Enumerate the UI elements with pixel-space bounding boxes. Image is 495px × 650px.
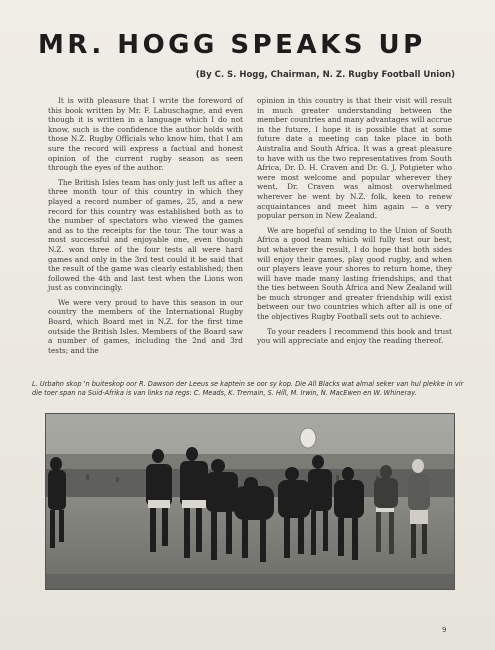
paragraph: We were very proud to have this season in our country the members of the International Rugby Board, which Board met in N.Z. for the first time outside the British Isles. Members of the Board saw a number of games, including the 2nd and 3rd tests; and the [48, 297, 243, 355]
page-number: 9 [442, 626, 447, 634]
article-title: MR. HOGG SPEAKS UP [38, 30, 426, 60]
paragraph: The British Isles team has only just left us after a three month tour of this country in which they played a record number of games, 25, and a new record for this country was established both as to the number of spectators who viewed the games and as to the receipts for the tour. The tour was a most successful and enjoyable one, even though N.Z. won three of the four tests all were hard games and only in the 3rd test could it be said that the result of the game was clearly established; then followed the 4th and last test when the Lions won just as convincingly. [48, 177, 243, 293]
article-byline: (By C. S. Hogg, Chairman, N. Z. Rugby Football Union) [195, 70, 455, 80]
rugby-ball [300, 428, 316, 448]
rugby-photo [45, 413, 455, 590]
paragraph: We are hopeful of sending to the Union of South Africa a good team which will fully test our best, but whatever the result, I do hope that both sides will enjoy their games, play good rugby, and when our players leave your shores to return home, they will have made many lasting friendships, and that the ties between South Africa and New Zealand will be much stronger and greater friendship will exist between our two countries which after all is one of the objectives Rugby Football sets out to achieve. [257, 225, 452, 322]
rugby-match-image [46, 414, 454, 589]
paragraph: To your readers I recommend this book and trust you will appreciate and enjoy the reading thereof. [257, 326, 452, 346]
photo-caption: L. Urbahn skop 'n buiteskop oor R. Dawson der Leeus se kaptein se oor sy kop. Die All Blacks wat almal seker van hul plekke in vir die toer span na Suid-Afrika is van links na regs: C. Meads, K. Tremain, S. Hill, M. Irwin, N. MacEwen en W. Whineray. [32, 380, 464, 397]
left-column [48, 96, 243, 366]
paragraph: opinion in this country is that their visit will result in much greater understanding between the member countries and many advantages will accrue in the future. I hope it is possible that at some future date a meeting can take place in both Australia and South Africa. It was a great pleasure to have with us the two representatives from South Africa, Dr. D. H. Craven and Dr. G. J. Potgieter who were most welcome and popular wherever they went. Dr. Craven was almost overwhelmed wherever he went by N.Z. folk, keen to renew acquaintances and meet him again — a very popular person in New Zealand. [257, 96, 452, 221]
paragraph: It is with pleasure that I write the foreword of this book written by Mr. F. Labuschagne, and even though it is written in a language which I do not know, such is the confidence the author holds with those N.Z. Rugby Officials who know him, that I am sure the record will express a factual and honest opinion of the current rugby season as seen through the eyes of the author. [48, 96, 243, 173]
article-body [48, 96, 452, 366]
right-column [257, 96, 452, 366]
